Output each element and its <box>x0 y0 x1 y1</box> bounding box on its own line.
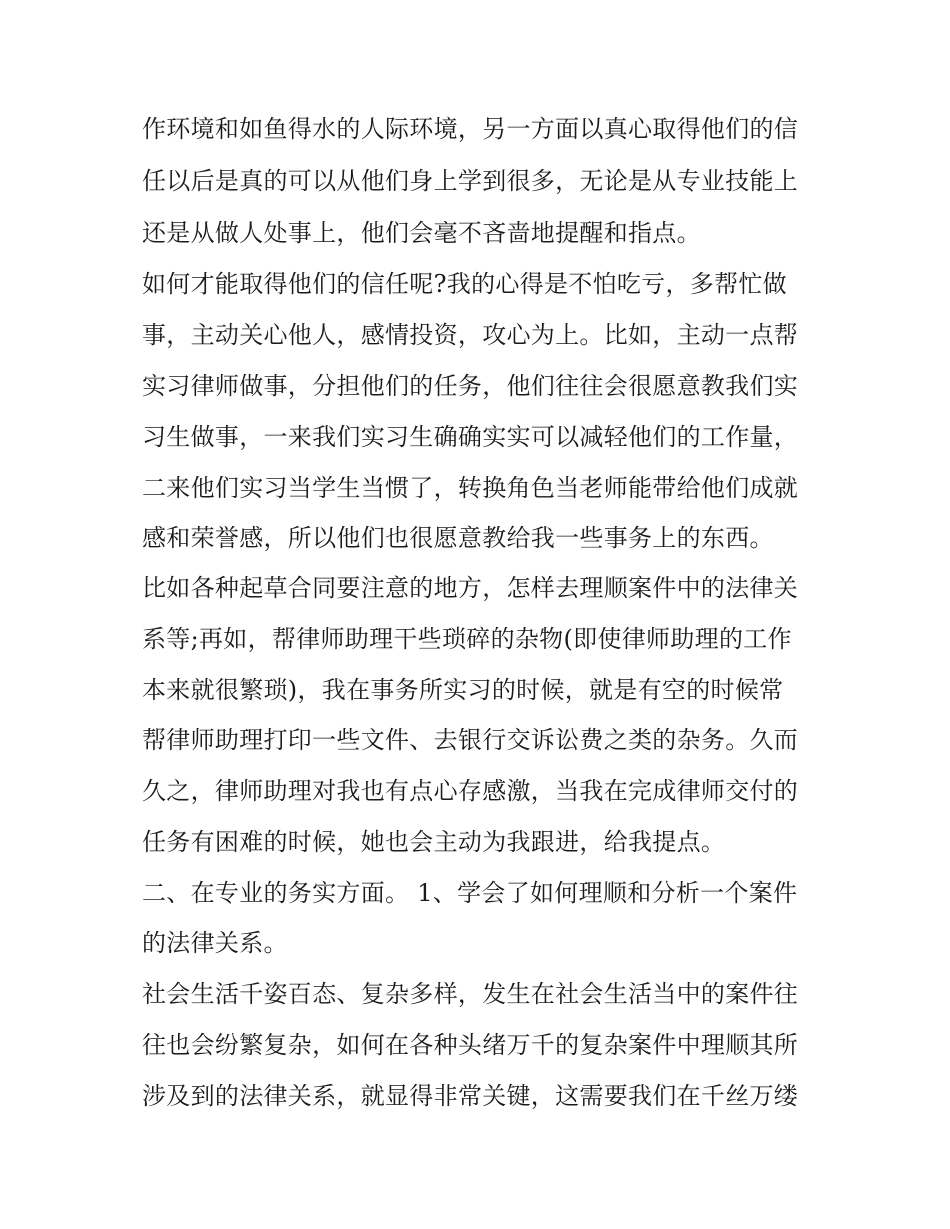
text-line: 社会生活千姿百态、复杂多样，发生在社会生活当中的案件往 <box>142 980 799 1008</box>
text-line: 二来他们实习当学生当惯了，转换角色当老师能带给他们成就 <box>142 474 799 502</box>
text-line: 往也会纷繁复杂，如何在各种头绪万千的复杂案件中理顺其所 <box>142 1031 799 1059</box>
text-line: 的法律关系。 <box>142 929 288 957</box>
text-line: 涉及到的法律关系，就显得非常关键，这需要我们在千丝万缕 <box>142 1082 799 1110</box>
text-line: 久之，律师助理对我也有点心存感激，当我在完成律师交付的 <box>142 777 799 805</box>
text-line: 还是从做人处事上，他们会毫不吝啬地提醒和指点。 <box>142 219 701 247</box>
text-line: 系等;再如，帮律师助理干些琐碎的杂物(即使律师助理的工作 <box>142 625 792 653</box>
text-line: 如何才能取得他们的信任呢?我的心得是不怕吃亏，多帮忙做 <box>142 270 787 298</box>
text-line: 任务有困难的时候，她也会主动为我跟进，给我提点。 <box>142 828 726 856</box>
text-line: 帮律师助理打印一些文件、去银行交诉讼费之类的杂务。久而 <box>142 726 799 754</box>
text-line: 事，主动关心他人，感情投资，攻心为上。比如，主动一点帮 <box>142 321 799 349</box>
text-line: 本来就很繁琐)，我在事务所实习的时候，就是有空的时候常 <box>142 676 784 704</box>
text-line: 作环境和如鱼得水的人际环境，另一方面以真心取得他们的信 <box>142 115 799 143</box>
text-line: 习生做事，一来我们实习生确确实实可以减轻他们的工作量， <box>142 423 799 451</box>
text-line: 感和荣誉感，所以他们也很愿意教给我一些事务上的东西。 <box>142 524 774 552</box>
text-line: 任以后是真的可以从他们身上学到很多，无论是从专业技能上 <box>142 167 799 195</box>
text-line: 实习律师做事，分担他们的任务，他们往往会很愿意教我们实 <box>142 372 799 400</box>
text-line: 二、在专业的务实方面。 1、学会了如何理顺和分析一个案件 <box>142 879 798 907</box>
text-line: 比如各种起草合同要注意的地方，怎样去理顺案件中的法律关 <box>142 574 799 602</box>
